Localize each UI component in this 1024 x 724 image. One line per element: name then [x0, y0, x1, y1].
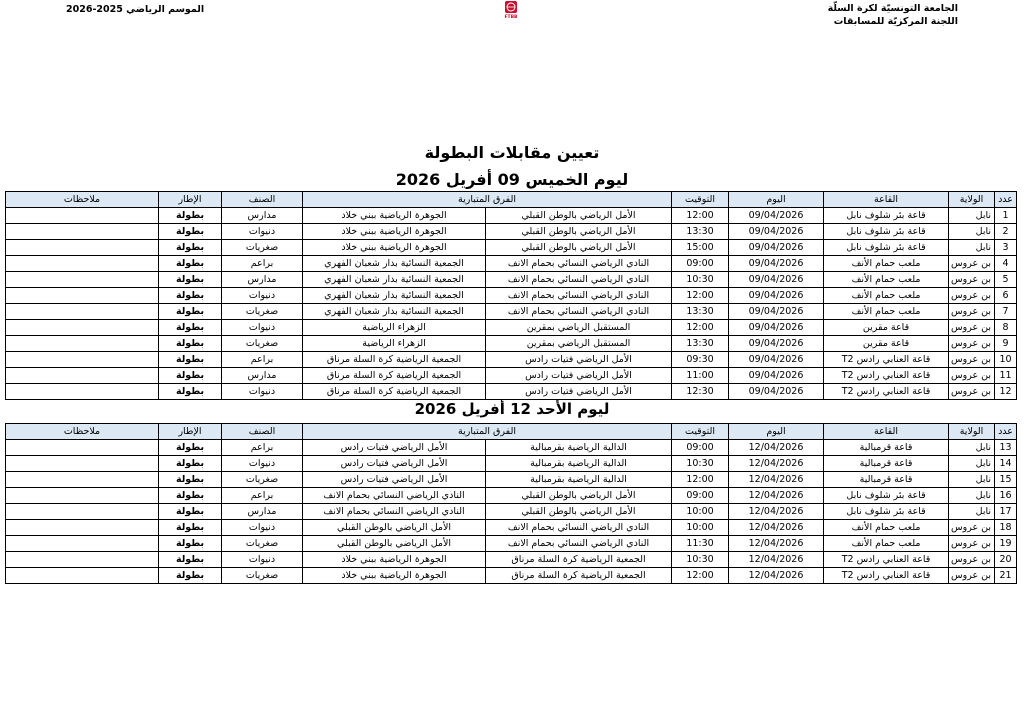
cell-team1: الأمل الرياضي فتيات رادس [486, 352, 672, 368]
row-number: 16 [995, 488, 1017, 504]
cell-state: بن عروس [949, 272, 995, 288]
table-header-row [6, 424, 1017, 440]
cell-hall: ملعب حمام الأنف [824, 536, 949, 552]
col-hall: القاعة [824, 192, 949, 208]
col-teams: الفرق المتبارية [303, 192, 672, 208]
cell-hall: ملعب حمام الأنف [824, 288, 949, 304]
cell-category: صغريات [222, 336, 303, 352]
cell-day: 09/04/2026 [729, 368, 824, 384]
cell-frame: بطولة [159, 552, 222, 568]
col-day: اليوم [729, 192, 824, 208]
cell-notes [6, 256, 159, 272]
day2-table [5, 423, 1017, 584]
ftbb-logo [504, 1, 518, 20]
cell-category: دنيوات [222, 520, 303, 536]
day1-heading: ليوم الخميس 09 أفريل 2026 [395, 170, 629, 189]
cell-state: بن عروس [949, 320, 995, 336]
committee-name: اللجنة المركزيّة للمسابقات [833, 16, 958, 27]
row-number: 9 [995, 336, 1017, 352]
cell-state: بن عروس [949, 368, 995, 384]
row-number: 8 [995, 320, 1017, 336]
cell-hall: ملعب حمام الأنف [824, 272, 949, 288]
cell-team2: الجوهرة الرياضية ببني خلاد [303, 240, 486, 256]
cell-frame: بطولة [159, 536, 222, 552]
table-row [6, 320, 1017, 336]
cell-notes [6, 336, 159, 352]
cell-team2: النادي الرياضي النسائي بحمام الانف [303, 488, 486, 504]
cell-team2: الزهراء الرياضية [303, 336, 486, 352]
cell-team1: النادي الرياضي النسائي بحمام الانف [486, 288, 672, 304]
cell-state: بن عروس [949, 352, 995, 368]
day1-table [5, 191, 1017, 400]
table-row [6, 336, 1017, 352]
cell-notes [6, 536, 159, 552]
cell-team1: الأمل الرياضي بالوطن القبلي [486, 504, 672, 520]
cell-time: 13:30 [672, 304, 729, 320]
cell-team1: الدالية الرياضية بقرمبالية [486, 440, 672, 456]
cell-day: 12/04/2026 [729, 472, 824, 488]
row-number: 13 [995, 440, 1017, 456]
cell-team2: الزهراء الرياضية [303, 320, 486, 336]
cell-hall: قاعة بئر شلوف نابل [824, 208, 949, 224]
cell-team2: الجمعية النسائية بدار شعبان الفهري [303, 288, 486, 304]
cell-category: مدارس [222, 368, 303, 384]
row-number: 2 [995, 224, 1017, 240]
cell-frame: بطولة [159, 336, 222, 352]
cell-state: نابل [949, 472, 995, 488]
table-row [6, 304, 1017, 320]
cell-category: دنيوات [222, 224, 303, 240]
cell-team1: الأمل الرياضي بالوطن القبلي [486, 208, 672, 224]
cell-team1: النادي الرياضي النسائي بحمام الانف [486, 520, 672, 536]
cell-hall: قاعة مقرين [824, 336, 949, 352]
cell-day: 09/04/2026 [729, 224, 824, 240]
row-number: 4 [995, 256, 1017, 272]
row-number: 14 [995, 456, 1017, 472]
cell-team1: النادي الرياضي النسائي بحمام الانف [486, 536, 672, 552]
cell-day: 12/04/2026 [729, 504, 824, 520]
cell-frame: بطولة [159, 240, 222, 256]
cell-team1: النادي الرياضي النسائي بحمام الانف [486, 304, 672, 320]
cell-state: بن عروس [949, 520, 995, 536]
row-number: 18 [995, 520, 1017, 536]
cell-team1: الدالية الرياضية بقرمبالية [486, 456, 672, 472]
table-row [6, 552, 1017, 568]
table-row [6, 272, 1017, 288]
cell-team2: الجوهرة الرياضية ببني خلاد [303, 568, 486, 584]
table-row [6, 472, 1017, 488]
cell-state: بن عروس [949, 384, 995, 400]
cell-day: 09/04/2026 [729, 208, 824, 224]
cell-notes [6, 456, 159, 472]
col-state: الولاية [949, 424, 995, 440]
cell-notes [6, 472, 159, 488]
col-num: عدد [995, 192, 1017, 208]
cell-notes [6, 440, 159, 456]
cell-time: 15:00 [672, 240, 729, 256]
cell-time: 12:00 [672, 320, 729, 336]
cell-state: بن عروس [949, 336, 995, 352]
cell-notes [6, 504, 159, 520]
cell-hall: قاعة قرمبالية [824, 456, 949, 472]
col-notes: ملاحظات [6, 424, 159, 440]
table-row [6, 384, 1017, 400]
col-time: التوقيت [672, 192, 729, 208]
cell-hall: قاعة العنابي رادس T2 [824, 368, 949, 384]
table-row [6, 488, 1017, 504]
table-row [6, 440, 1017, 456]
cell-day: 09/04/2026 [729, 256, 824, 272]
cell-team1: الأمل الرياضي فتيات رادس [486, 368, 672, 384]
cell-notes [6, 368, 159, 384]
cell-frame: بطولة [159, 504, 222, 520]
cell-team1: المستقبل الرياضي بمقرين [486, 336, 672, 352]
cell-category: مدارس [222, 504, 303, 520]
table-row [6, 368, 1017, 384]
cell-frame: بطولة [159, 456, 222, 472]
cell-time: 10:00 [672, 520, 729, 536]
cell-frame: بطولة [159, 520, 222, 536]
cell-team1: الجمعية الرياضية كرة السلة مرناق [486, 552, 672, 568]
cell-state: نابل [949, 456, 995, 472]
cell-time: 13:30 [672, 336, 729, 352]
cell-notes [6, 224, 159, 240]
table-row [6, 288, 1017, 304]
cell-category: صغريات [222, 568, 303, 584]
cell-category: براعم [222, 256, 303, 272]
cell-time: 13:30 [672, 224, 729, 240]
cell-state: بن عروس [949, 552, 995, 568]
cell-team2: الجمعية الرياضية كرة السلة مرناق [303, 384, 486, 400]
day2-heading: ليوم الأحد 12 أفريل 2026 [414, 400, 610, 418]
cell-team2: الجمعية النسائية بدار شعبان الفهري [303, 256, 486, 272]
cell-time: 09:00 [672, 440, 729, 456]
cell-frame: بطولة [159, 440, 222, 456]
cell-category: صغريات [222, 304, 303, 320]
table-row [6, 504, 1017, 520]
row-number: 21 [995, 568, 1017, 584]
cell-team1: الدالية الرياضية بقرمبالية [486, 472, 672, 488]
cell-day: 09/04/2026 [729, 304, 824, 320]
table-row [6, 520, 1017, 536]
cell-state: بن عروس [949, 304, 995, 320]
cell-team2: الجوهرة الرياضية ببني خلاد [303, 224, 486, 240]
cell-team2: الجمعية النسائية بدار شعبان الفهري [303, 272, 486, 288]
cell-team2: النادي الرياضي النسائي بحمام الانف [303, 504, 486, 520]
cell-state: بن عروس [949, 536, 995, 552]
cell-team2: الجمعية الرياضية كرة السلة مرناق [303, 352, 486, 368]
cell-hall: قاعة العنابي رادس T2 [824, 568, 949, 584]
cell-team2: الأمل الرياضي فتيات رادس [303, 440, 486, 456]
cell-time: 12:30 [672, 384, 729, 400]
cell-team1: الأمل الرياضي بالوطن القبلي [486, 224, 672, 240]
cell-state: بن عروس [949, 568, 995, 584]
cell-hall: قاعة بئر شلوف نابل [824, 224, 949, 240]
col-frame: الإطار [159, 424, 222, 440]
cell-category: دنيوات [222, 456, 303, 472]
cell-notes [6, 272, 159, 288]
cell-category: مدارس [222, 208, 303, 224]
col-teams: الفرق المتبارية [303, 424, 672, 440]
col-notes: ملاحظات [6, 192, 159, 208]
logo-text: FTBB [504, 15, 518, 20]
cell-state: نابل [949, 440, 995, 456]
cell-hall: قاعة بئر شلوف نابل [824, 488, 949, 504]
cell-category: صغريات [222, 536, 303, 552]
cell-frame: بطولة [159, 488, 222, 504]
table-row [6, 456, 1017, 472]
cell-day: 09/04/2026 [729, 384, 824, 400]
cell-team2: الأمل الرياضي بالوطن القبلي [303, 536, 486, 552]
cell-frame: بطولة [159, 224, 222, 240]
cell-day: 12/04/2026 [729, 552, 824, 568]
federation-header [828, 2, 958, 28]
cell-frame: بطولة [159, 384, 222, 400]
cell-hall: قاعة العنابي رادس T2 [824, 352, 949, 368]
cell-state: بن عروس [949, 256, 995, 272]
col-day: اليوم [729, 424, 824, 440]
cell-frame: بطولة [159, 304, 222, 320]
cell-team1: الأمل الرياضي بالوطن القبلي [486, 488, 672, 504]
col-time: التوقيت [672, 424, 729, 440]
cell-frame: بطولة [159, 256, 222, 272]
cell-time: 10:00 [672, 504, 729, 520]
cell-day: 09/04/2026 [729, 320, 824, 336]
cell-team2: الجمعية الرياضية كرة السلة مرناق [303, 368, 486, 384]
cell-day: 12/04/2026 [729, 456, 824, 472]
cell-category: براعم [222, 440, 303, 456]
cell-state: نابل [949, 240, 995, 256]
cell-team2: الأمل الرياضي بالوطن القبلي [303, 520, 486, 536]
col-category: الصنف [222, 192, 303, 208]
row-number: 3 [995, 240, 1017, 256]
federation-name: الجامعة التونسيّة لكرة السلّة [827, 3, 958, 14]
cell-frame: بطولة [159, 288, 222, 304]
cell-day: 12/04/2026 [729, 520, 824, 536]
cell-day: 09/04/2026 [729, 288, 824, 304]
row-number: 6 [995, 288, 1017, 304]
cell-team1: الجمعية الرياضية كرة السلة مرناق [486, 568, 672, 584]
page-title: تعيين مقابلات البطولة [424, 143, 600, 162]
cell-notes [6, 488, 159, 504]
cell-day: 09/04/2026 [729, 240, 824, 256]
cell-hall: قاعة العنابي رادس T2 [824, 384, 949, 400]
cell-state: نابل [949, 224, 995, 240]
col-num: عدد [995, 424, 1017, 440]
row-number: 20 [995, 552, 1017, 568]
cell-time: 09:30 [672, 352, 729, 368]
row-number: 1 [995, 208, 1017, 224]
cell-notes [6, 568, 159, 584]
cell-notes [6, 352, 159, 368]
cell-time: 11:00 [672, 368, 729, 384]
cell-state: نابل [949, 488, 995, 504]
col-hall: القاعة [824, 424, 949, 440]
cell-team1: الأمل الرياضي بالوطن القبلي [486, 240, 672, 256]
cell-team2: الأمل الرياضي فتيات رادس [303, 456, 486, 472]
cell-team2: الجوهرة الرياضية ببني خلاد [303, 552, 486, 568]
cell-time: 10:30 [672, 456, 729, 472]
cell-category: صغريات [222, 472, 303, 488]
cell-category: صغريات [222, 240, 303, 256]
table-row [6, 240, 1017, 256]
cell-day: 09/04/2026 [729, 336, 824, 352]
cell-category: دنيوات [222, 384, 303, 400]
cell-frame: بطولة [159, 320, 222, 336]
cell-hall: قاعة العنابي رادس T2 [824, 552, 949, 568]
cell-frame: بطولة [159, 352, 222, 368]
cell-time: 09:00 [672, 256, 729, 272]
cell-frame: بطولة [159, 208, 222, 224]
cell-day: 12/04/2026 [729, 488, 824, 504]
row-number: 11 [995, 368, 1017, 384]
table-row [6, 256, 1017, 272]
cell-category: دنيوات [222, 552, 303, 568]
cell-frame: بطولة [159, 272, 222, 288]
cell-notes [6, 520, 159, 536]
cell-notes [6, 552, 159, 568]
cell-time: 12:00 [672, 472, 729, 488]
cell-hall: قاعة قرمبالية [824, 440, 949, 456]
cell-notes [6, 384, 159, 400]
cell-day: 09/04/2026 [729, 352, 824, 368]
cell-day: 12/04/2026 [729, 568, 824, 584]
cell-category: براعم [222, 352, 303, 368]
cell-notes [6, 320, 159, 336]
cell-team2: الأمل الرياضي فتيات رادس [303, 472, 486, 488]
row-number: 7 [995, 304, 1017, 320]
cell-state: نابل [949, 208, 995, 224]
table-row [6, 568, 1017, 584]
cell-hall: ملعب حمام الأنف [824, 304, 949, 320]
cell-time: 12:00 [672, 568, 729, 584]
table-row [6, 536, 1017, 552]
table-header-row [6, 192, 1017, 208]
cell-notes [6, 240, 159, 256]
cell-state: نابل [949, 504, 995, 520]
cell-frame: بطولة [159, 368, 222, 384]
cell-team2: الجوهرة الرياضية ببني خلاد [303, 208, 486, 224]
col-state: الولاية [949, 192, 995, 208]
cell-day: 09/04/2026 [729, 272, 824, 288]
cell-team1: المستقبل الرياضي بمقرين [486, 320, 672, 336]
cell-category: دنيوات [222, 320, 303, 336]
cell-state: بن عروس [949, 288, 995, 304]
table-row [6, 352, 1017, 368]
cell-frame: بطولة [159, 568, 222, 584]
cell-notes [6, 288, 159, 304]
table-row [6, 224, 1017, 240]
cell-day: 12/04/2026 [729, 440, 824, 456]
col-category: الصنف [222, 424, 303, 440]
season-label: الموسم الرياضي 2025-2026 [66, 4, 205, 15]
cell-hall: قاعة مقرين [824, 320, 949, 336]
col-frame: الإطار [159, 192, 222, 208]
cell-hall: ملعب حمام الأنف [824, 520, 949, 536]
row-number: 19 [995, 536, 1017, 552]
cell-time: 11:30 [672, 536, 729, 552]
cell-time: 12:00 [672, 208, 729, 224]
cell-time: 09:00 [672, 488, 729, 504]
cell-hall: قاعة قرمبالية [824, 472, 949, 488]
cell-time: 12:00 [672, 288, 729, 304]
cell-notes [6, 208, 159, 224]
cell-category: دنيوات [222, 288, 303, 304]
cell-team1: النادي الرياضي النسائي بحمام الانف [486, 256, 672, 272]
cell-day: 12/04/2026 [729, 536, 824, 552]
cell-team1: النادي الرياضي النسائي بحمام الانف [486, 272, 672, 288]
cell-team2: الجمعية النسائية بدار شعبان الفهري [303, 304, 486, 320]
row-number: 17 [995, 504, 1017, 520]
row-number: 15 [995, 472, 1017, 488]
row-number: 12 [995, 384, 1017, 400]
cell-team1: الأمل الرياضي فتيات رادس [486, 384, 672, 400]
cell-notes [6, 304, 159, 320]
cell-category: براعم [222, 488, 303, 504]
cell-category: مدارس [222, 272, 303, 288]
cell-hall: ملعب حمام الأنف [824, 256, 949, 272]
cell-time: 10:30 [672, 272, 729, 288]
cell-frame: بطولة [159, 472, 222, 488]
cell-hall: قاعة بئر شلوف نابل [824, 504, 949, 520]
row-number: 5 [995, 272, 1017, 288]
cell-time: 10:30 [672, 552, 729, 568]
cell-hall: قاعة بئر شلوف نابل [824, 240, 949, 256]
row-number: 10 [995, 352, 1017, 368]
table-row [6, 208, 1017, 224]
